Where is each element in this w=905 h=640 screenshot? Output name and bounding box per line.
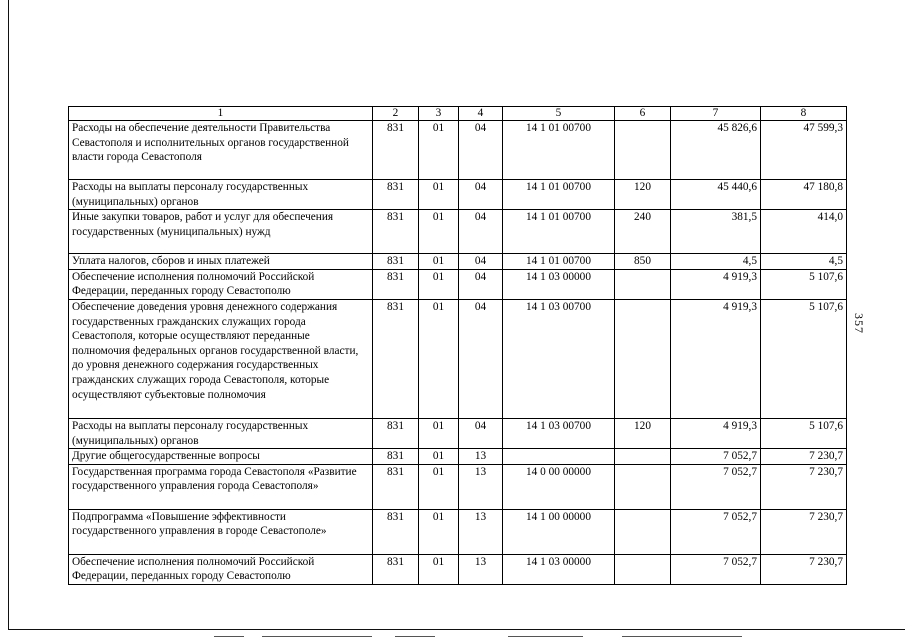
row-name-cell: Расходы на обеспечение деятельности Правительства Севастополя и исполнительных органов государственной власти города Севастополя bbox=[69, 121, 373, 180]
row-c6-cell bbox=[615, 554, 671, 584]
header-cell: 6 bbox=[615, 107, 671, 121]
row-c3-cell: 01 bbox=[419, 418, 459, 448]
scan-artifact bbox=[214, 636, 244, 637]
row-c6-cell bbox=[615, 299, 671, 418]
row-name-cell: Уплата налогов, сборов и иных платежей bbox=[69, 254, 373, 270]
table-row bbox=[69, 418, 847, 448]
row-name-cell: Расходы на выплаты персоналу государственных (муниципальных) органов bbox=[69, 418, 373, 448]
row-c7-cell: 45 826,6 bbox=[671, 121, 761, 180]
header-cell: 4 bbox=[459, 107, 503, 121]
row-c4-cell: 13 bbox=[459, 554, 503, 584]
table-row bbox=[69, 299, 847, 418]
row-c6-cell: 120 bbox=[615, 180, 671, 210]
table-row bbox=[69, 180, 847, 210]
row-c6-cell: 850 bbox=[615, 254, 671, 270]
row-c3-cell: 01 bbox=[419, 269, 459, 299]
page-number: 357 bbox=[852, 313, 866, 334]
row-c2-cell: 831 bbox=[373, 418, 419, 448]
row-name-cell: Подпрограмма «Повышение эффективности государственного управления в городе Севастополе» bbox=[69, 509, 373, 554]
row-c5-cell: 14 1 00 00000 bbox=[503, 509, 615, 554]
row-c8-cell: 5 107,6 bbox=[761, 299, 847, 418]
row-c2-cell: 831 bbox=[373, 269, 419, 299]
row-c2-cell: 831 bbox=[373, 121, 419, 180]
row-c7-cell: 4,5 bbox=[671, 254, 761, 270]
header-cell: 5 bbox=[503, 107, 615, 121]
row-c8-cell: 5 107,6 bbox=[761, 269, 847, 299]
row-c8-cell: 7 230,7 bbox=[761, 509, 847, 554]
row-c7-cell: 4 919,3 bbox=[671, 269, 761, 299]
row-c4-cell: 04 bbox=[459, 180, 503, 210]
row-c5-cell: 14 1 01 00700 bbox=[503, 180, 615, 210]
scan-border-bottom bbox=[8, 629, 905, 630]
row-c4-cell: 04 bbox=[459, 269, 503, 299]
table-row bbox=[69, 464, 847, 509]
row-c4-cell: 04 bbox=[459, 418, 503, 448]
row-c2-cell: 831 bbox=[373, 299, 419, 418]
table-row bbox=[69, 554, 847, 584]
row-c2-cell: 831 bbox=[373, 464, 419, 509]
scan-border-left bbox=[8, 0, 9, 630]
row-c4-cell: 13 bbox=[459, 509, 503, 554]
header-cell: 1 bbox=[69, 107, 373, 121]
row-c6-cell: 120 bbox=[615, 418, 671, 448]
row-c7-cell: 7 052,7 bbox=[671, 449, 761, 465]
row-name-cell: Обеспечение исполнения полномочий Российской Федерации, переданных городу Севастополю bbox=[69, 554, 373, 584]
scan-artifact bbox=[262, 636, 372, 637]
row-c3-cell: 01 bbox=[419, 180, 459, 210]
row-c4-cell: 04 bbox=[459, 254, 503, 270]
budget-table bbox=[68, 106, 847, 585]
table-row bbox=[69, 509, 847, 554]
header-cell: 2 bbox=[373, 107, 419, 121]
row-c4-cell: 13 bbox=[459, 464, 503, 509]
scan-artifact bbox=[395, 636, 435, 637]
row-name-cell: Обеспечение исполнения полномочий Российской Федерации, переданных городу Севастополю bbox=[69, 269, 373, 299]
header-cell: 7 bbox=[671, 107, 761, 121]
table-row bbox=[69, 269, 847, 299]
row-c8-cell: 7 230,7 bbox=[761, 554, 847, 584]
table-row bbox=[69, 254, 847, 270]
row-c7-cell: 4 919,3 bbox=[671, 299, 761, 418]
row-c3-cell: 01 bbox=[419, 254, 459, 270]
row-c3-cell: 01 bbox=[419, 509, 459, 554]
row-c2-cell: 831 bbox=[373, 254, 419, 270]
row-c6-cell: 240 bbox=[615, 210, 671, 254]
row-c2-cell: 831 bbox=[373, 180, 419, 210]
row-c5-cell: 14 1 03 00000 bbox=[503, 554, 615, 584]
row-c2-cell: 831 bbox=[373, 210, 419, 254]
row-c7-cell: 4 919,3 bbox=[671, 418, 761, 448]
table-row bbox=[69, 210, 847, 254]
row-c5-cell bbox=[503, 449, 615, 465]
table-row bbox=[69, 121, 847, 180]
table-header-row bbox=[69, 107, 847, 121]
row-c2-cell: 831 bbox=[373, 509, 419, 554]
row-c7-cell: 7 052,7 bbox=[671, 554, 761, 584]
scan-artifact bbox=[622, 636, 742, 637]
row-c8-cell: 5 107,6 bbox=[761, 418, 847, 448]
row-c5-cell: 14 1 03 00700 bbox=[503, 418, 615, 448]
row-c7-cell: 7 052,7 bbox=[671, 509, 761, 554]
row-c5-cell: 14 1 01 00700 bbox=[503, 254, 615, 270]
row-c8-cell: 7 230,7 bbox=[761, 449, 847, 465]
row-c8-cell: 47 599,3 bbox=[761, 121, 847, 180]
row-c7-cell: 45 440,6 bbox=[671, 180, 761, 210]
table-row bbox=[69, 449, 847, 465]
row-c5-cell: 14 1 01 00700 bbox=[503, 121, 615, 180]
row-c6-cell bbox=[615, 269, 671, 299]
row-c6-cell bbox=[615, 464, 671, 509]
row-c4-cell: 13 bbox=[459, 449, 503, 465]
row-c6-cell bbox=[615, 121, 671, 180]
header-cell: 3 bbox=[419, 107, 459, 121]
row-c5-cell: 14 1 03 00000 bbox=[503, 269, 615, 299]
row-name-cell: Государственная программа города Севастополя «Развитие государственного управления города Севастополя» bbox=[69, 464, 373, 509]
row-c5-cell: 14 0 00 00000 bbox=[503, 464, 615, 509]
row-c5-cell: 14 1 03 00700 bbox=[503, 299, 615, 418]
row-name-cell: Расходы на выплаты персоналу государственных (муниципальных) органов bbox=[69, 180, 373, 210]
row-c4-cell: 04 bbox=[459, 299, 503, 418]
row-c3-cell: 01 bbox=[419, 121, 459, 180]
scan-artifact bbox=[508, 636, 583, 637]
row-c2-cell: 831 bbox=[373, 554, 419, 584]
row-c5-cell: 14 1 01 00700 bbox=[503, 210, 615, 254]
row-c3-cell: 01 bbox=[419, 449, 459, 465]
row-c8-cell: 7 230,7 bbox=[761, 464, 847, 509]
row-name-cell: Другие общегосударственные вопросы bbox=[69, 449, 373, 465]
row-c7-cell: 381,5 bbox=[671, 210, 761, 254]
row-c6-cell bbox=[615, 449, 671, 465]
row-c2-cell: 831 bbox=[373, 449, 419, 465]
row-c4-cell: 04 bbox=[459, 210, 503, 254]
row-c3-cell: 01 bbox=[419, 464, 459, 509]
row-c8-cell: 414,0 bbox=[761, 210, 847, 254]
row-name-cell: Обеспечение доведения уровня денежного содержания государственных гражданских служащих города Севастополя, которые осуществляют переданные полномочия федеральных органов государственной власти, до уровня денежного содержания государственных гражданских служащих города Севастополя, которые осуществляют субъектовые полномочия bbox=[69, 299, 373, 418]
row-c8-cell: 4,5 bbox=[761, 254, 847, 270]
header-cell: 8 bbox=[761, 107, 847, 121]
row-c3-cell: 01 bbox=[419, 299, 459, 418]
row-c3-cell: 01 bbox=[419, 554, 459, 584]
row-c4-cell: 04 bbox=[459, 121, 503, 180]
row-c7-cell: 7 052,7 bbox=[671, 464, 761, 509]
row-c3-cell: 01 bbox=[419, 210, 459, 254]
row-name-cell: Иные закупки товаров, работ и услуг для обеспечения государственных (муниципальных) нужд bbox=[69, 210, 373, 254]
row-c6-cell bbox=[615, 509, 671, 554]
row-c8-cell: 47 180,8 bbox=[761, 180, 847, 210]
